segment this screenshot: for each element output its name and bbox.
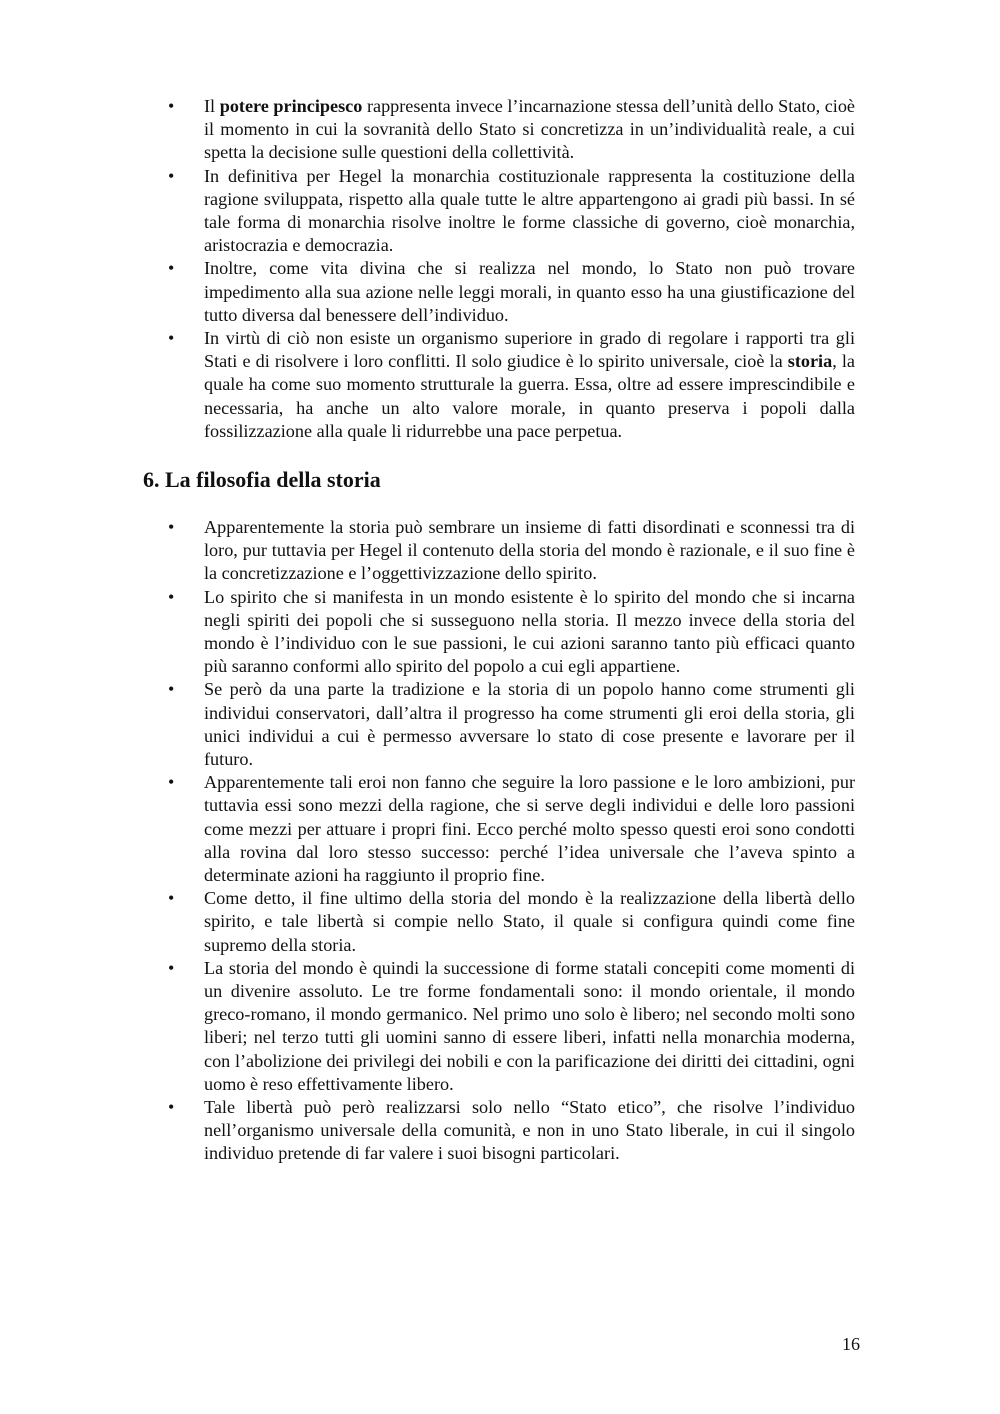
bold-term: storia <box>787 351 833 372</box>
list-item <box>0 95 855 165</box>
page-number: 16 <box>842 1334 860 1354</box>
bullet-icon: • <box>168 679 175 700</box>
bold-term: potere principesco <box>219 96 363 116</box>
list-item <box>0 887 855 957</box>
list-item-text: Lo spirito che si manifesta in un mondo esistente è lo spirito del mondo che si incarna negli spiriti dei popoli che si susseguono nella storia. Il mezzo invece della storia del mondo è l’individuo con le sue passioni, le cui azioni saranno tanto più efficaci quanto più saranno conformi allo spirito del popolo a cui egli appartiene. <box>204 586 855 677</box>
section-heading: 6. La filosofia della storia <box>143 467 381 492</box>
list-item-text: In definitiva per Hegel la monarchia costituzionale rappresenta la costituzione della ragione sviluppata, rispetto alla quale tutte le altre appartengono ai gradi più bassi. In sé tale forma di monarchia risolve inoltre le forme classiche di governo, cioè monarchia, aristocrazia e democrazia. <box>204 165 855 256</box>
bullet-icon: • <box>168 517 175 537</box>
bullet-list-history <box>0 516 1000 1166</box>
bullet-icon: • <box>168 772 175 793</box>
list-item <box>0 257 855 327</box>
list-item-text: Inoltre, come vita divina che si realizza nel mondo, lo Stato non può trovare impedimento alla sua azione nelle leggi morali, in quanto esso ha una giustificazione del tutto diversa dal benessere dell’individuo. <box>204 258 855 325</box>
list-item-text: Il potere principesco rappresenta invece l’incarnazione stessa dell’unità dello Stato, cioè il momento in cui la sovranità dello Stato si concretizza in un’individualità reale, a cui spetta la decisione sulle questioni della collettività. <box>204 96 855 163</box>
list-item <box>0 327 855 443</box>
bullet-icon: • <box>168 165 175 186</box>
list-item-text: In virtù di ciò non esiste un organismo superiore in grado di regolare i rapporti tra gli Stati e di risolvere i loro conflitti. Il solo giudice è lo spirito universale, cioè la storia, la quale ha come suo momento strutturale la guerra. Essa, oltre ad essere imprescindibile e necessaria, ha anche un alto valore morale, in quanto preserva i popoli dalla fossilizzazione alla quale li ridurrebbe una pace perpetua. <box>204 328 855 441</box>
bullet-icon: • <box>168 96 175 116</box>
bullet-icon: • <box>168 328 175 349</box>
list-item-text: Tale libertà può però realizzarsi solo nello “Stato etico”, che risolve l’individuo nell’organismo universale della comunità, e non in uno Stato liberale, in cui il singolo individuo pretende di far valere i suoi bisogni particolari. <box>204 1097 855 1164</box>
list-item <box>0 1096 855 1166</box>
list-item-text: Se però da una parte la tradizione e la storia di un popolo hanno come strumenti gli individui conservatori, dall’altra il progresso ha come strumenti gli eroi della storia, gli unici individui a cui è permesso avversare lo stato di cose presente e lavorare per il futuro. <box>204 679 855 770</box>
bullet-icon: • <box>168 258 175 279</box>
bullet-icon: • <box>168 957 175 978</box>
list-item-text: Apparentemente la storia può sembrare un insieme di fatti disordinati e sconnessi tra di loro, pur tuttavia per Hegel il contenuto della storia del mondo è razionale, e il suo fine è la concretizzazione e l’oggettivizzazione dello spirito. <box>204 517 855 584</box>
list-item-text: Apparentemente tali eroi non fanno che seguire la loro passione e le loro ambizioni, pur tuttavia essi sono mezzi della ragione, che si serve degli individui e delle loro passioni come mezzi per attuare i propri fini. Ecco perché molto spesso questi eroi sono condotti alla rovina dal loro stesso successo: perché l’idea universale che l’aveva spinto a determinate azioni ha raggiunto il proprio fine. <box>204 772 855 886</box>
list-item <box>0 771 855 887</box>
list-item <box>0 516 855 586</box>
list-item-text: La storia del mondo è quindi la successione di forme statali concepiti come momenti di un divenire assoluto. Le tre forme fondamentali sono: il mondo orientale, il mondo greco-romano, il mondo germanico. Nel primo uno solo è libero; nel secondo molti sono liberi; nel terzo tutti gli uomini sanno di essere liberi, infatti nella monarchia moderna, con l’abolizione dei privilegi dei nobili e con la parificazione dei diritti dei cittadini, ogni uomo è reso effettivamente libero. <box>204 957 855 1094</box>
list-item <box>0 165 855 258</box>
list-item <box>0 678 855 771</box>
bullet-list-state <box>0 95 1000 443</box>
list-item-text: Come detto, il fine ultimo della storia del mondo è la realizzazione della libertà dello spirito, e tale libertà si compie nello Stato, il quale si configura quindi come fine supremo della storia. <box>204 888 855 955</box>
bullet-icon: • <box>168 586 175 607</box>
list-item <box>0 957 855 1096</box>
list-item <box>0 586 855 679</box>
bullet-icon: • <box>168 1097 175 1118</box>
bullet-icon: • <box>168 888 175 909</box>
